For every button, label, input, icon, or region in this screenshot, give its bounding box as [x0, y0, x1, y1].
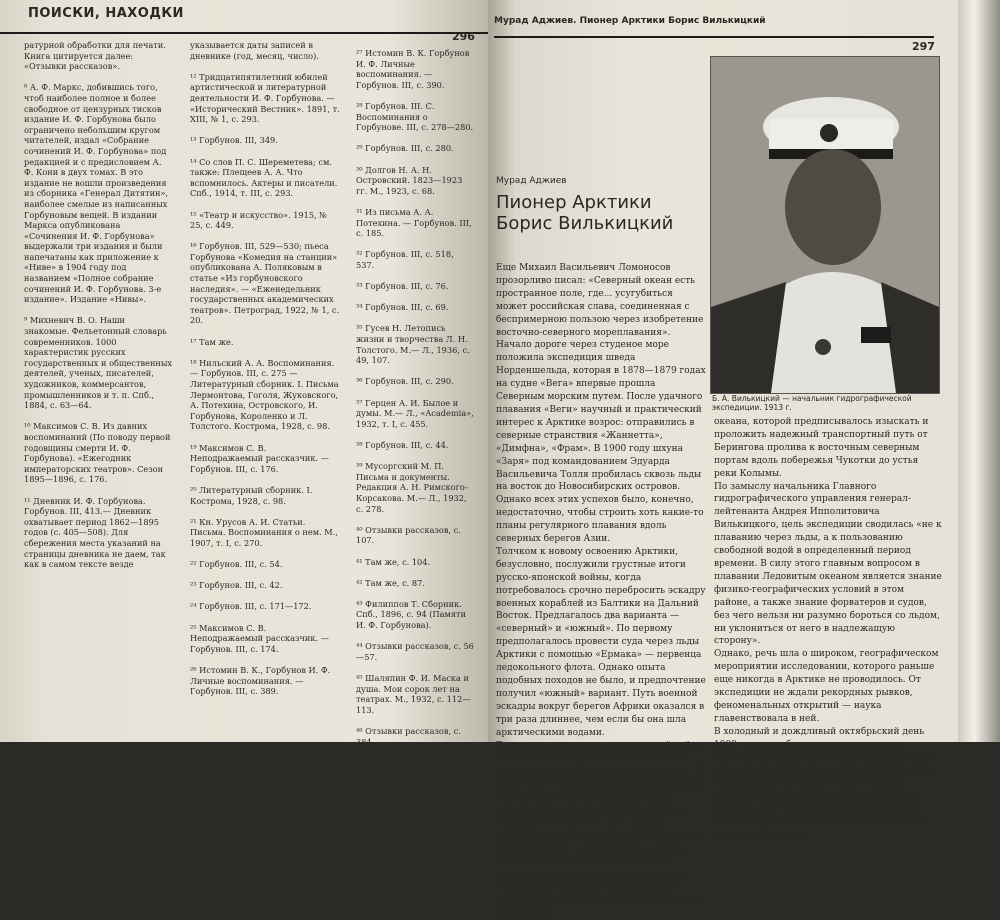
- left-page-header: [0, 0, 488, 43]
- portrait-photo: [710, 56, 940, 394]
- photo-caption: Б. А. Вилькицкий — начальник гидрографической экспедиции. 1913 г.: [712, 394, 912, 412]
- article-body-column-1: Еще Михаил Васильевич Ломоносов прозорливо писал: «Северный океан есть пространное поле, где... усугубиться может российская слава, соединенная с беспримерною пользою через изобретение восточно-северного мореплавания». Начало дороге через студеное море положила экспедиция шведа Норденшельда, которая в 1878—1879 годах на судне «Вега» впервые прошла Северным морским путем. После удачного плавания «Веги» научный и практический интерес к Арктике возрос: отправились в северные странствия «Жаннетта», «Димфна», «Фрам». В 1900 году шхуна «Заря» под командованием Эдуарда Васильевича Толля пробилась сквозь льды на восток до Новосибирских островов. Однако всех этих успехов было, конечно, недостаточно, чтобы строить хоть какие-то планы регулярного плавания вдоль северных берегов Азии. Толчком к новому освоению Арктики, безусловно, послужили грустные итоги русско-японской войны, когда потребовалось срочно перебросить эскадру военных кораблей из Балтики на Дальний Восток. Предлагалось два варианта — «северный» и «южный». По первому предполагалось провести суда через льды Арктики с помощью «Ермака» — первенца ледокольного флота. Однако опыта подобных походов не было, и предпочтение получил «южный» вариант. Путь военной эскадры вокруг берегов Африки оказался в три раза длиннее, чем если бы она шла арктическими водами. Трагические уроки русско-японской войны заставили российское правительство по-новому оценить Северный морской путь. В 1908—1909 годах на судоверфях Балтики в короткие сроки были построены два одинаковых ледокольных транспорта — «Таймыр» и «Вайгач». Они, правда, отличались весьма скромными размерами. Но зато особая — обтекаемая — форма корпуса, напоминавшая гигантскую скорлупу, позволяла преодолевать льды. «Таймыр» и «Вайгач» снарядили для гидрографической экспедиции Северного Ледовитого: [496, 263, 706, 919]
- left-page: [0, 0, 488, 747]
- footnotes-column-2: указывается даты записей в дневнике (год, месяц, число). ¹² Тридцатипятилетний юбилей артистической и литературной деятельности И. Ф. Горбунова. — «Исторический Вестник». 1891, т. XIII, № 1, с. 293. ¹³ Горбунов. III, 349. ¹⁴ Со слов П. С. Шереметева; см. также: Плещеев А. А. Что вспомнилось. Актеры и писатели. Спб., 1914, т. III, с. 293. ¹⁵ «Театр и искусство». 1915, № 25, с. 449. ¹⁶ Горбунов. III, 529—530; пьеса Горбунова «Комедия на станции» опубликована А. Поляковым в статье «Из горбуновского наследия». — «Еженедельник государственных академических театров». Петроград, 1922, № 1, с. 20. ¹⁷ Там же. ¹⁸ Нильский А. А. Воспоминания. — Горбунов. III, с. 275 — Литературный сборник. I. Письма Лермонтова, Гоголя, Жуковского, А. Потехина, Островского, И. Горбунова, Короленко и Л. Толстого. Кострома, 1928, с. 98. ¹⁹ Максимов С. В. Неподражаемый рассказчик. — Горбунов. III, с. 176. ²⁰ Литературный сборник. I. Кострома, 1928, с. 98. ²¹ Кн. Урусов А. И. Статьи. Письма. Воспоминания о нем. М., 1907, т. I, с. 270. ²² Горбунов. III, с. 54. ²³ Горбунов. III, с. 42. ²⁴ Горбунов. III, с. 171—172. ²⁵ Максимов С. В. Неподражаемый рассказчик. — Горбунов. III, с. 174. ²⁶ Истомин В. К., Горбунов И. Ф. Личные воспоминания. — Горбунов. III, с. 389.: [190, 40, 340, 697]
- article-author: Мурад Аджиев: [496, 176, 567, 186]
- article-title: Пионер Арктики Борис Вилькицкий: [496, 192, 674, 234]
- page-edges: [958, 0, 1000, 742]
- right-page-header: [494, 12, 934, 38]
- right-page: [488, 0, 958, 919]
- right-page-number: 297: [912, 40, 935, 53]
- running-head: Мурад Аджиев. Пионер Арктики Борис Вилькицкий: [494, 16, 766, 26]
- footnotes-column-3: ²⁷ Истомин В. К. Горбунов И. Ф. Личные воспоминания. — Горбунов. III, с. 390. ²⁸ Горбунов. III. С. Воспоминания о Горбунове. III, с. 278—280. ²⁹ Горбунов. III, с. 280. ³⁰ Долгов Н. А. Н. Островский. 1823—1923 гг. М., 1923, с. 68. ³¹ Из письма А. А. Потехина. — Горбунов. III, с. 185. ³² Горбунов. III, с. 518, 537. ³³ Горбунов. III, с. 76. ³⁴ Горбунов. III, с. 69. ³⁵ Гусев Н. Летопись жизни и творчества Л. Н. Толстого. М.— Л., 1936, с. 49, 107. ³⁶ Горбунов. III, с. 290. ³⁷ Герцен А. И. Былое и думы. М.— Л., «Academia», 1932, т. I, с. 455. ³⁸ Горбунов. III, с. 44. ³⁹ Мусоргский М. П. Письма и документы. Редакция А. Н. Римского-Корсакова. М.— Л., 1932, с. 278. ⁴⁰ Отзывки рассказов, с. 107. ⁴¹ Там же, с. 104. ⁴² Там же, с. 87. ⁴³ Филиппов Т. Сборник. Спб., 1896, с. 94 (Памяти И. Ф. Горбунова). ⁴⁴ Отзывки рассказов, с. 56—57. ⁴⁵ Шаляпин Ф. И. Маска и душа. Мои сорок лет на театрах. М., 1932, с. 112—113. ⁴⁶ Отзывки рассказов, с. 384.: [356, 48, 474, 747]
- portrait-illustration: [711, 57, 939, 393]
- footnotes-column-1: ратурной обработки для печати. Книга цитируется далее: «Отзывки рассказов». ⁸ А. Ф. Маркс, добившись того, чтоб наиболее полное и более свободное от цензурных тисков издание И. Ф. Горбунова было ограничено небольшим кругом читателей, издал «Собрание сочинений И. Ф. Горбунова» под редакцией и с предисловием А. Ф. Кони в двух томах. В это издание не вошли произведения из сборника «Генерал Дитятин», наиболее смелые из написанных Горбуновым вещей. В издании Маркса опубликована «Сочинения И. Ф. Горбунова» выдержали три издания и были напечатаны как приложение к «Ниве» в 1904 году под названием «Полное собрание сочинений И. Ф. Горбунова. 3-е издание». Издание «Нивы». ⁹ Михневич В. О. Наши знакомые. Фельетонный словарь современников. 1000 характеристик русских государственных и общественных деятелей, ученых, писателей, художников, коммерсантов, промышленников и т. п. Спб., 1884, с. 63—64. ¹⁰ Максимов С. В. Из давних воспоминаний (По поводу первой годовщины смерти И. Ф. Горбунова). «Ежегодник императорских театров». Сезон 1895—1896, с. 176. ¹¹ Дневник И. Ф. Горбунова. Горбунов. III, 413.— Дневник охватывает период 1862—1895 годов (с. 405—508). Для сбережения места указаний на страницы дневника не даем, так как в самом тексте везде: [24, 40, 172, 570]
- left-page-number: 296: [452, 30, 475, 43]
- article-body-column-2: океана, которой предписывалось изыскать и проложить надежный транспортный путь от Берингова пролива к восточным северным портам вдоль побережья Чукотки до устья реки Колымы. По замыслу начальника Главного гидрографического управления генерал-лейтенанта Андрея Ипполитовича Вилькицкого, цель экспедиции сводилась «не к плаванию через льды, а к пользованию свободной водой в определенный период времени. В силу этого главным вопросом в плавании Ледовитым океаном является знание физико-географических условий в этом районе, а также знание форватеров и судов, без чего нельзя ни разумно бороться со льдом, ни уклониться от него в надлежащую сторону». Однако, речь шла о широком, географическом мероприятии исследовании, которого раньше еще никогда в Арктике не проводилось. От экспедиции не ждали рекордных рывков, феноменальных открытий — наука главенствовала в ней. В холодный и дождливый октябрьский день 1909 года корабли под командованием капитана 3-го ранга И. С. Сергеева отошли от причалов Кронштадта и через Суэцкий канал направились к Владивостоку — городу, ставшему базой экспедиции. Более восьми месяцев шли тяжелые ледоколы в жарких южных морях, чтобы встретиться со льдами Арктики. И только: [714, 417, 942, 840]
- section-title: ПОИСКИ, НАХОДКИ: [28, 6, 184, 21]
